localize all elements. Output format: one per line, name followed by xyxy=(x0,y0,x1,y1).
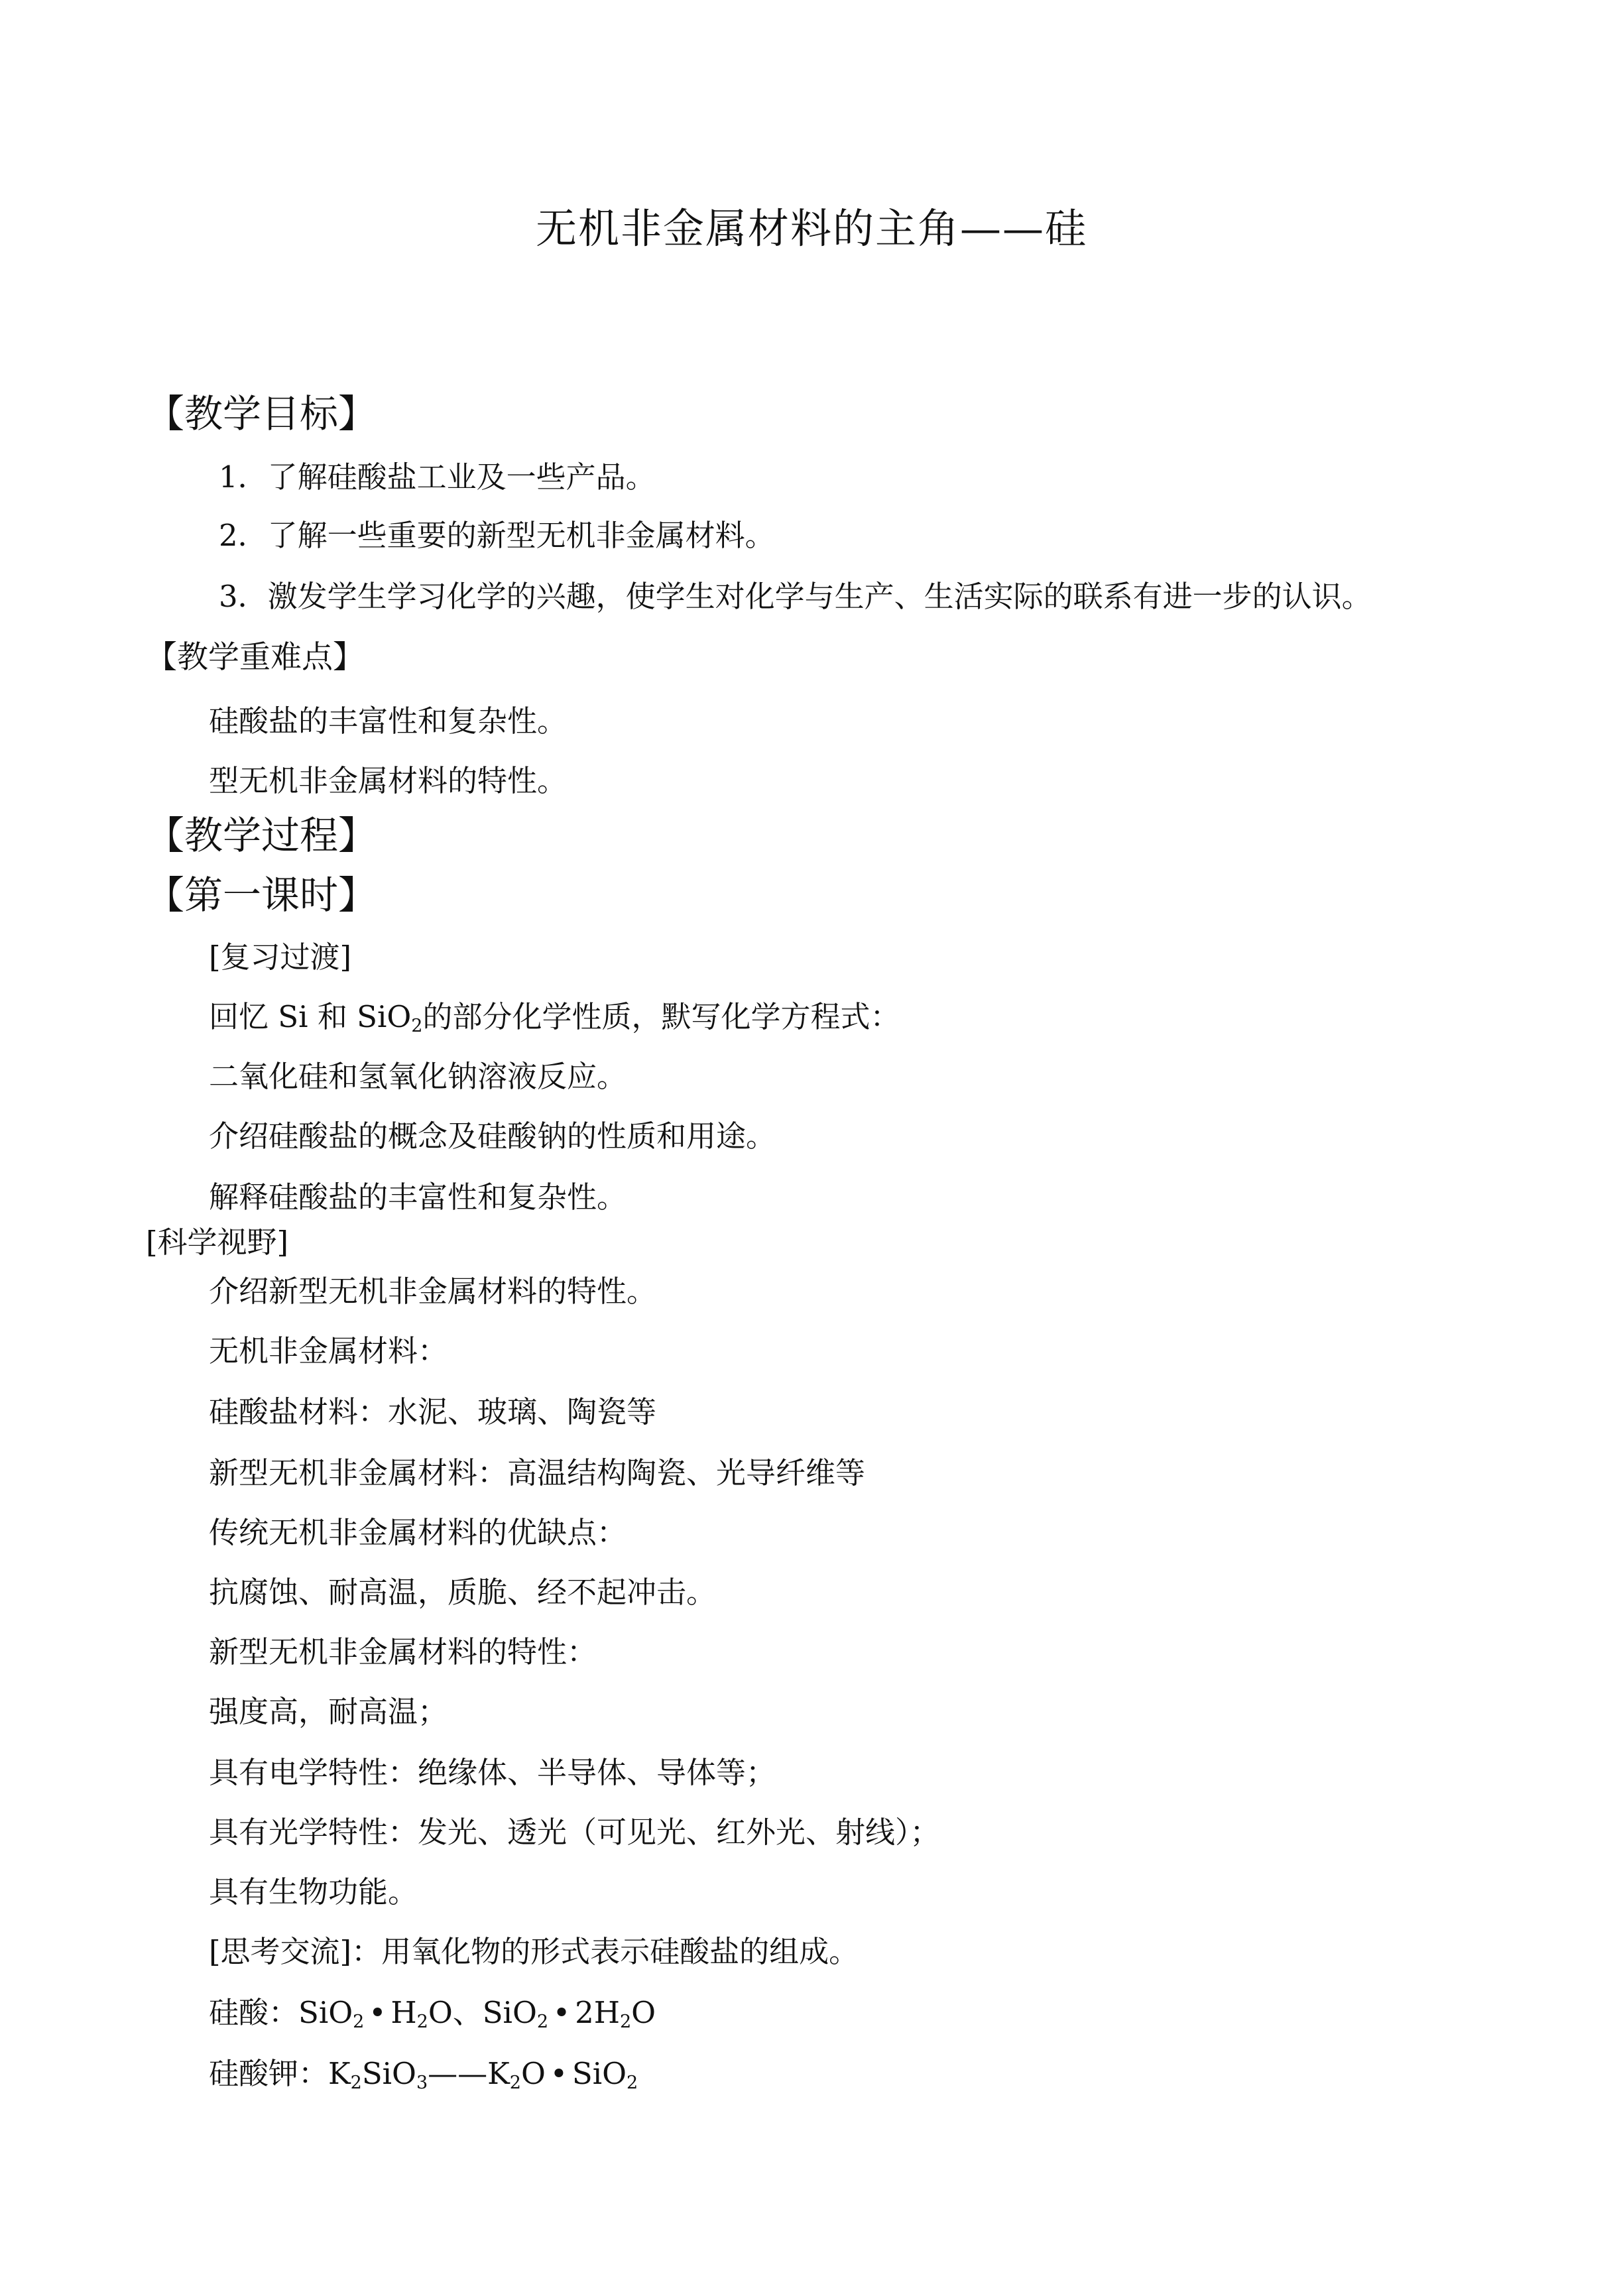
formula-part: O xyxy=(428,1995,453,2030)
formula-subscript: 2 xyxy=(619,2011,632,2032)
difficulty-item-1: 硅酸盐的丰富性和复杂性。 xyxy=(209,703,568,739)
recall-subscript: 2 xyxy=(411,1015,423,1036)
objectives-heading: 【教学目标】 xyxy=(146,391,377,436)
science-line-7: 新型无机非金属材料的特性： xyxy=(209,1634,597,1669)
science-line-2: 无机非金属材料： xyxy=(209,1333,448,1368)
silicic-acid-formula xyxy=(209,1993,656,2042)
science-line-6: 抗腐蚀、耐高温，质脆、经不起冲击。 xyxy=(209,1575,717,1610)
science-line-4: 新型无机非金属材料：高温结构陶瓷、光导纤维等 xyxy=(209,1455,866,1490)
formula-part: O xyxy=(631,1995,656,2030)
review-tag: [复习过渡] xyxy=(209,939,352,975)
science-line-12: [思考交流]：用氧化物的形式表示硅酸盐的组成。 xyxy=(209,1934,859,1969)
formula-part: H xyxy=(391,1995,417,2030)
formula-part: K xyxy=(487,2056,510,2091)
formula-separator: 、 xyxy=(452,1995,483,2030)
formula-part: 2H xyxy=(575,1995,620,2030)
review-line-2: 介绍硅酸盐的概念及硅酸钠的性质和用途。 xyxy=(209,1118,776,1154)
science-line-3: 硅酸盐材料：水泥、玻璃、陶瓷等 xyxy=(209,1394,657,1429)
science-line-1: 介绍新型无机非金属材料的特性。 xyxy=(209,1274,657,1309)
formula-subscript: 2 xyxy=(353,2011,365,2032)
lesson1-heading: 【第一课时】 xyxy=(146,873,377,918)
formula-part: O xyxy=(520,2056,546,2091)
formula-subscript: 3 xyxy=(416,2072,428,2093)
science-line-5: 传统无机非金属材料的优缺点： xyxy=(209,1515,627,1550)
objective-item-1: 1．了解硅酸盐工业及一些产品。 xyxy=(219,459,656,495)
formula-subscript: 2 xyxy=(416,2011,428,2032)
formula-part: SiO xyxy=(482,1995,537,2030)
page-title: 无机非金属材料的主角——硅 xyxy=(535,204,1087,253)
formula-part: K xyxy=(328,2056,351,2091)
formula-dot: • xyxy=(550,2056,568,2091)
process-heading: 【教学过程】 xyxy=(146,813,377,858)
difficulties-heading: 【教学重难点】 xyxy=(146,639,364,676)
potassium-silicate-formula xyxy=(209,2054,638,2103)
formula-subscript: 2 xyxy=(350,2072,362,2093)
science-line-11: 具有生物功能。 xyxy=(209,1874,418,1909)
formula-subscript: 2 xyxy=(536,2011,549,2032)
formula-dot: • xyxy=(369,1995,387,2030)
recall-text-pre: 回忆 Si 和 SiO xyxy=(209,999,412,1034)
objective-item-3: 3．激发学生学习化学的兴趣，使学生对化学与生产、生活实际的联系有进一步的认识。 xyxy=(219,579,1372,614)
science-tag: [科学视野] xyxy=(146,1225,289,1260)
science-line-9: 具有电学特性：绝缘体、半导体、导体等； xyxy=(209,1755,776,1790)
formula-dash: —— xyxy=(428,2056,488,2091)
difficulty-item-2: 型无机非金属材料的特性。 xyxy=(209,763,568,798)
recall-text-post: 的部分化学性质，默写化学方程式： xyxy=(422,999,900,1034)
formula-part: SiO xyxy=(298,1995,353,2030)
science-line-8: 强度高，耐高温； xyxy=(209,1694,448,1729)
formula-subscript: 2 xyxy=(509,2072,521,2093)
potassium-silicate-label: 硅酸钾： xyxy=(209,2056,329,2091)
review-line-3: 解释硅酸盐的丰富性和复杂性。 xyxy=(209,1179,627,1215)
formula-part: SiO xyxy=(361,2056,416,2091)
recall-line xyxy=(209,997,900,1046)
formula-dot: • xyxy=(552,1995,571,2030)
formula-part: SiO xyxy=(571,2056,627,2091)
silicic-acid-label: 硅酸： xyxy=(209,1995,299,2030)
science-line-10: 具有光学特性：发光、透光（可见光、红外光、射线）； xyxy=(209,1815,940,1850)
review-line-1: 二氧化硅和氢氧化钠溶液反应。 xyxy=(209,1059,627,1094)
objective-item-2: 2．了解一些重要的新型无机非金属材料。 xyxy=(219,518,775,553)
formula-subscript: 2 xyxy=(627,2072,638,2093)
